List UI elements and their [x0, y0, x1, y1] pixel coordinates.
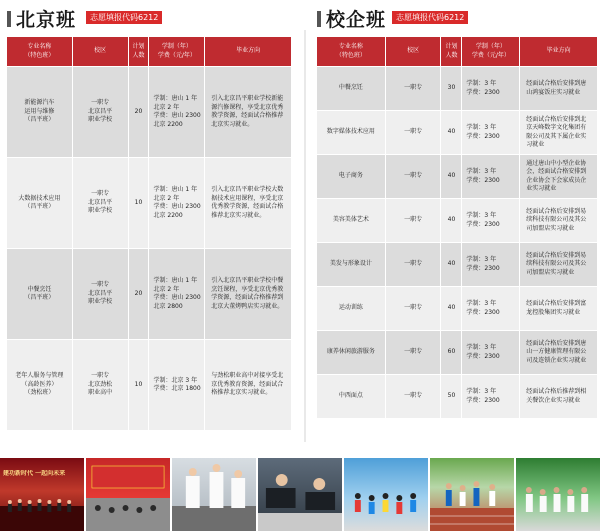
col-header-major: 专业名称 （特色班）	[7, 37, 73, 67]
count-cell: 20	[128, 249, 149, 340]
direction-cell: 经面试合格后推荐到相关餐饮企业实习就业	[520, 375, 598, 419]
direction-cell: 经面试合格后安排到易续科技有限公司及其公司加盟店实习就业	[520, 199, 598, 243]
col-header-count: 计划 人数	[128, 37, 149, 67]
count-cell: 40	[441, 243, 462, 287]
direction-cell: 经面试合格后安排到北京天峰数字文化集团有限公司及其下属企业实习就业	[520, 111, 598, 155]
major-cell: 中餐烹饪 （昌平班）	[7, 249, 73, 340]
major-cell: 美容美体艺术	[317, 199, 386, 243]
section-title: 校企班	[326, 9, 387, 31]
section-marker	[317, 11, 321, 27]
table-row	[317, 155, 598, 199]
direction-cell: 引入北京昌平职业学校大数据技术应用课程，享受北京优秀教学资源，经面试合格推荐北京实习就业。	[205, 158, 292, 249]
count-cell: 40	[441, 111, 462, 155]
campus-cell: 一职专 北京昌平 职业学校	[72, 67, 128, 158]
campus-cell: 一职专	[385, 111, 441, 155]
major-cell: 运动训练	[317, 287, 386, 331]
count-cell: 30	[441, 67, 462, 111]
count-cell: 10	[128, 340, 149, 431]
col-header-direction: 毕业方向	[520, 37, 598, 67]
col-header-major: 专业名称 （特色班）	[317, 37, 386, 67]
major-cell: 数字媒体技术应用	[317, 111, 386, 155]
section-title: 北京班	[16, 9, 77, 31]
campus-cell: 一职专	[385, 331, 441, 375]
school-enterprise-class-panel	[316, 0, 598, 404]
classroom-photo	[258, 458, 342, 531]
direction-cell: 通过唐山中小型企业协会，经面试合格安排到企业协会下会家成员企业实习就业	[520, 155, 598, 199]
beijing-class-table	[6, 36, 292, 431]
campus-cell: 一职专	[385, 243, 441, 287]
count-cell: 40	[441, 287, 462, 331]
major-cell: 康养休闲旅游服务	[317, 331, 386, 375]
stage-banner-text: 建功新时代 一起向未来	[3, 470, 66, 477]
fee-cell: 学制：3 年 学费：2300	[462, 375, 520, 419]
school-enterprise-class-table	[316, 36, 598, 419]
fee-cell: 学制：北京 3 年 学费：北京 1800	[149, 340, 205, 431]
direction-cell: 引入北京昌平职业学校新能源汽修课程，享受北京优秀教学资源，经面试合格推荐北京实习就业。	[205, 67, 292, 158]
application-code-badge: 志愿填报代码6212	[86, 11, 162, 24]
major-cell: 老年人服务与管理 （高龄医养） （劲松班）	[7, 340, 73, 431]
col-header-fee: 学制（年） 学费（元/年）	[149, 37, 205, 67]
col-header-campus: 校区	[72, 37, 128, 67]
major-cell: 新能源汽车 运用与维修 （昌平班）	[7, 67, 73, 158]
table-row	[7, 67, 292, 158]
photo-strip	[0, 458, 600, 531]
major-cell: 大数据技术应用 （昌平班）	[7, 158, 73, 249]
campus-cell: 一职专 北京昌平 职业学校	[72, 158, 128, 249]
count-cell: 60	[441, 331, 462, 375]
table-row	[317, 375, 598, 419]
direction-cell: 经面试合格后安排到易续科技有限公司及其公司加盟店实习就业	[520, 243, 598, 287]
fee-cell: 学制：3 年 学费：2300	[462, 111, 520, 155]
major-cell: 美发与形象设计	[317, 243, 386, 287]
table-row	[317, 243, 598, 287]
application-code-badge: 志愿填报代码6212	[392, 11, 468, 24]
stage-performance-photo	[0, 458, 84, 531]
fee-cell: 学制：唐山 1 年 北京 2 年 学费：唐山 2300 北京 2800	[149, 249, 205, 340]
table-row	[7, 340, 292, 431]
major-cell: 电子商务	[317, 155, 386, 199]
table-row	[7, 158, 292, 249]
col-header-direction: 毕业方向	[205, 37, 292, 67]
count-cell: 50	[441, 375, 462, 419]
col-header-campus: 校区	[385, 37, 441, 67]
count-cell: 10	[128, 158, 149, 249]
outdoor-students-photo	[344, 458, 428, 531]
direction-cell: 经面试合格后安排到唐山鸿宴饭庄实习就业	[520, 67, 598, 111]
school-enterprise-class-header	[316, 0, 598, 34]
campus-cell: 一职专 北京劲松 职业高中	[72, 340, 128, 431]
table-header-row	[317, 37, 598, 67]
table-row	[7, 249, 292, 340]
fee-cell: 学制：3 年 学费：2300	[462, 67, 520, 111]
campus-cell: 一职专 北京昌平 职业学校	[72, 249, 128, 340]
campus-cell: 一职专	[385, 155, 441, 199]
campus-cell: 一职专	[385, 287, 441, 331]
table-row	[317, 331, 598, 375]
cooking-class-photo	[172, 458, 256, 531]
col-header-count: 计划 人数	[441, 37, 462, 67]
group-activity-photo	[516, 458, 600, 531]
beijing-class-header	[6, 0, 292, 34]
table-row	[317, 287, 598, 331]
fee-cell: 学制：3 年 学费：2300	[462, 331, 520, 375]
table-row	[317, 67, 598, 111]
fee-cell: 学制：3 年 学费：2300	[462, 199, 520, 243]
table-row	[317, 199, 598, 243]
direction-cell: 引入北京昌平职业学校中餐烹饪课程，享受北京优秀教学资源，经面试合格推荐到北京大董烤鸭店实习就业。	[205, 249, 292, 340]
col-header-fee: 学制（年） 学费（元/年）	[462, 37, 520, 67]
direction-cell: 与劲松职业高中对接享受北京优秀教育资源，经面试合格推荐北京实习就业。	[205, 340, 292, 431]
campus-cell: 一职专	[385, 375, 441, 419]
campus-cell: 一职专	[385, 199, 441, 243]
fee-cell: 学制：3 年 学费：2300	[462, 155, 520, 199]
event-banner-photo	[86, 458, 170, 531]
table-row	[317, 111, 598, 155]
direction-cell: 经面试合格后安排到唐山一方健康管理有限公司及连锁企业实习就业	[520, 331, 598, 375]
section-marker	[7, 11, 11, 27]
count-cell: 20	[128, 67, 149, 158]
major-cell: 中餐烹饪	[317, 67, 386, 111]
sports-race-photo	[430, 458, 514, 531]
fee-cell: 学制：3 年 学费：2300	[462, 243, 520, 287]
direction-cell: 经面试合格后安排到富龙控股集团实习就业	[520, 287, 598, 331]
fee-cell: 学制：唐山 1 年 北京 2 年 学费：唐山 2300 北京 2200	[149, 158, 205, 249]
fee-cell: 学制：唐山 1 年 北京 2 年 学费：唐山 2300 北京 2200	[149, 67, 205, 158]
center-divider	[300, 30, 310, 442]
major-cell: 中西面点	[317, 375, 386, 419]
count-cell: 40	[441, 199, 462, 243]
campus-cell: 一职专	[385, 67, 441, 111]
count-cell: 40	[441, 155, 462, 199]
beijing-class-panel	[6, 0, 292, 397]
table-header-row	[7, 37, 292, 67]
fee-cell: 学制：3 年 学费：2300	[462, 287, 520, 331]
